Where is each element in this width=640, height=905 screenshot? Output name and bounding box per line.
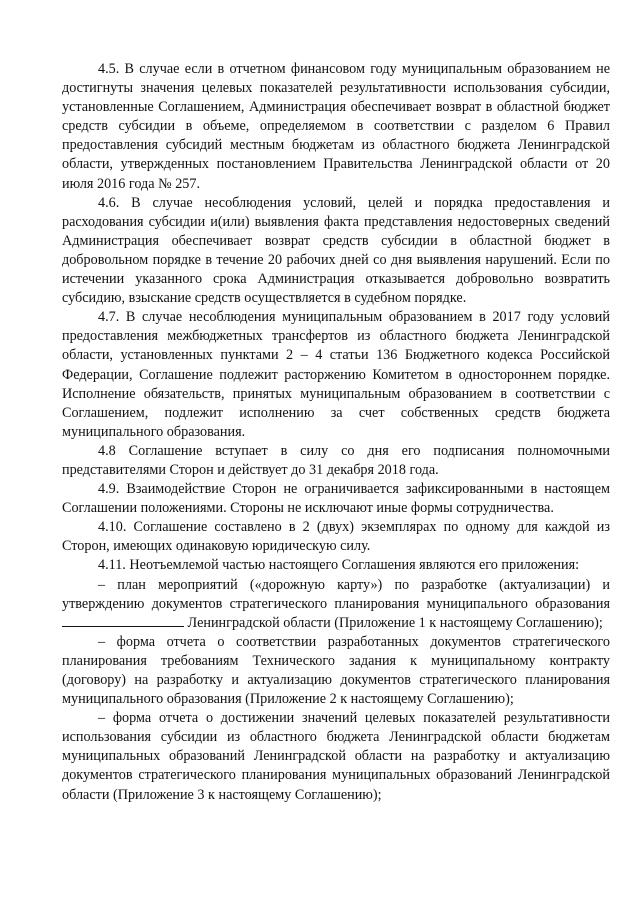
- paragraph-4-7: 4.7. В случае несоблюдения муниципальным образованием в 2017 году условий предоставления межбюджетных трансфертов из областного бюджета Ленинградской области, установленных пунктами 2 – 4 статьи 136 Бюджетного кодекса Российской Федерации, Соглашение подлежит расторжению Комитетом в одностороннем порядке. Исполнение обязательств, принятых муниципальным образованием в соответствии с Соглашением, подлежит исполнению за счет собственных средств бюджета муниципального образования.: [62, 309, 610, 440]
- paragraph-4-8: 4.8 Соглашение вступает в силу со дня его подписания полномочными представителями Сторон и действует до 31 декабря 2018 года.: [62, 442, 610, 478]
- paragraph-4-6: 4.6. В случае несоблюдения условий, целей и порядка предоставления и расходования субсидии и(или) выявления факта представления недостоверных сведений Администрация обеспечивает возврат средств субсидии в областной бюджет в добровольном порядке в течение 20 рабочих дней со дня выявления нарушений. Если по истечении указанного срока Администрация отказывается добровольно возвратить субсидию, взыскание средств осуществляется в судебном порядке.: [62, 194, 610, 307]
- paragraph-4-9: 4.9. Взаимодействие Сторон не ограничивается зафиксированными в настоящем Соглашении положениями. Стороны не исключают иные формы сотрудничества.: [62, 481, 610, 517]
- appendix-item-1-text: – план мероприятий («дорожную карту») по разработке (актуализации) и утверждению документов стратегического планирования муниципального образования: [62, 576, 610, 612]
- paragraph-4-5: 4.5. В случае если в отчетном финансовом году муниципальным образованием не достигнуты значения целевых показателей результативности использования субсидии, установленные Соглашением, Администрация обеспечивает возврат в областной бюджет средств субсидии в объеме, определяемом в соответствии с разделом 6 Правил предоставления субсидий местным бюджетам из областного бюджета Ленинградской области, утвержденных постановлением Правительства Ленинградской области от 20 июля 2016 года № 257.: [62, 61, 610, 192]
- appendix-list-item-1: [62, 576, 610, 633]
- appendix-list-item-2: – форма отчета о соответствии разработанных документов стратегического планирования требованиям Технического задания к муниципальному контракту (договору) на разработку и актуализацию документов стратегического планирования муниципального образования (Приложение 2 к настоящему Соглашению);: [62, 633, 610, 708]
- appendix-item-1-text-end: Ленинградской области (Приложение 1 к настоящему Соглашению);: [187, 614, 603, 631]
- appendix-list-item-3: – форма отчета о достижении значений целевых показателей результативности использования субсидии из областного бюджета Ленинградской области бюджетам муниципальных образований Ленинградской области на разработку и актуализацию документов стратегического планирования муниципальных образований Ленинградской области (Приложение 3 к настоящему Соглашению);: [62, 710, 610, 803]
- paragraph-4-10: 4.10. Соглашение составлено в 2 (двух) экземплярах по одному для каждой из Сторон, имеющих одинаковую юридическую силу.: [62, 519, 610, 555]
- document-page: [62, 60, 610, 805]
- blank-fill-line: [62, 614, 184, 627]
- paragraph-4-11: 4.11. Неотъемлемой частью настоящего Соглашения являются его приложения:: [98, 557, 580, 574]
